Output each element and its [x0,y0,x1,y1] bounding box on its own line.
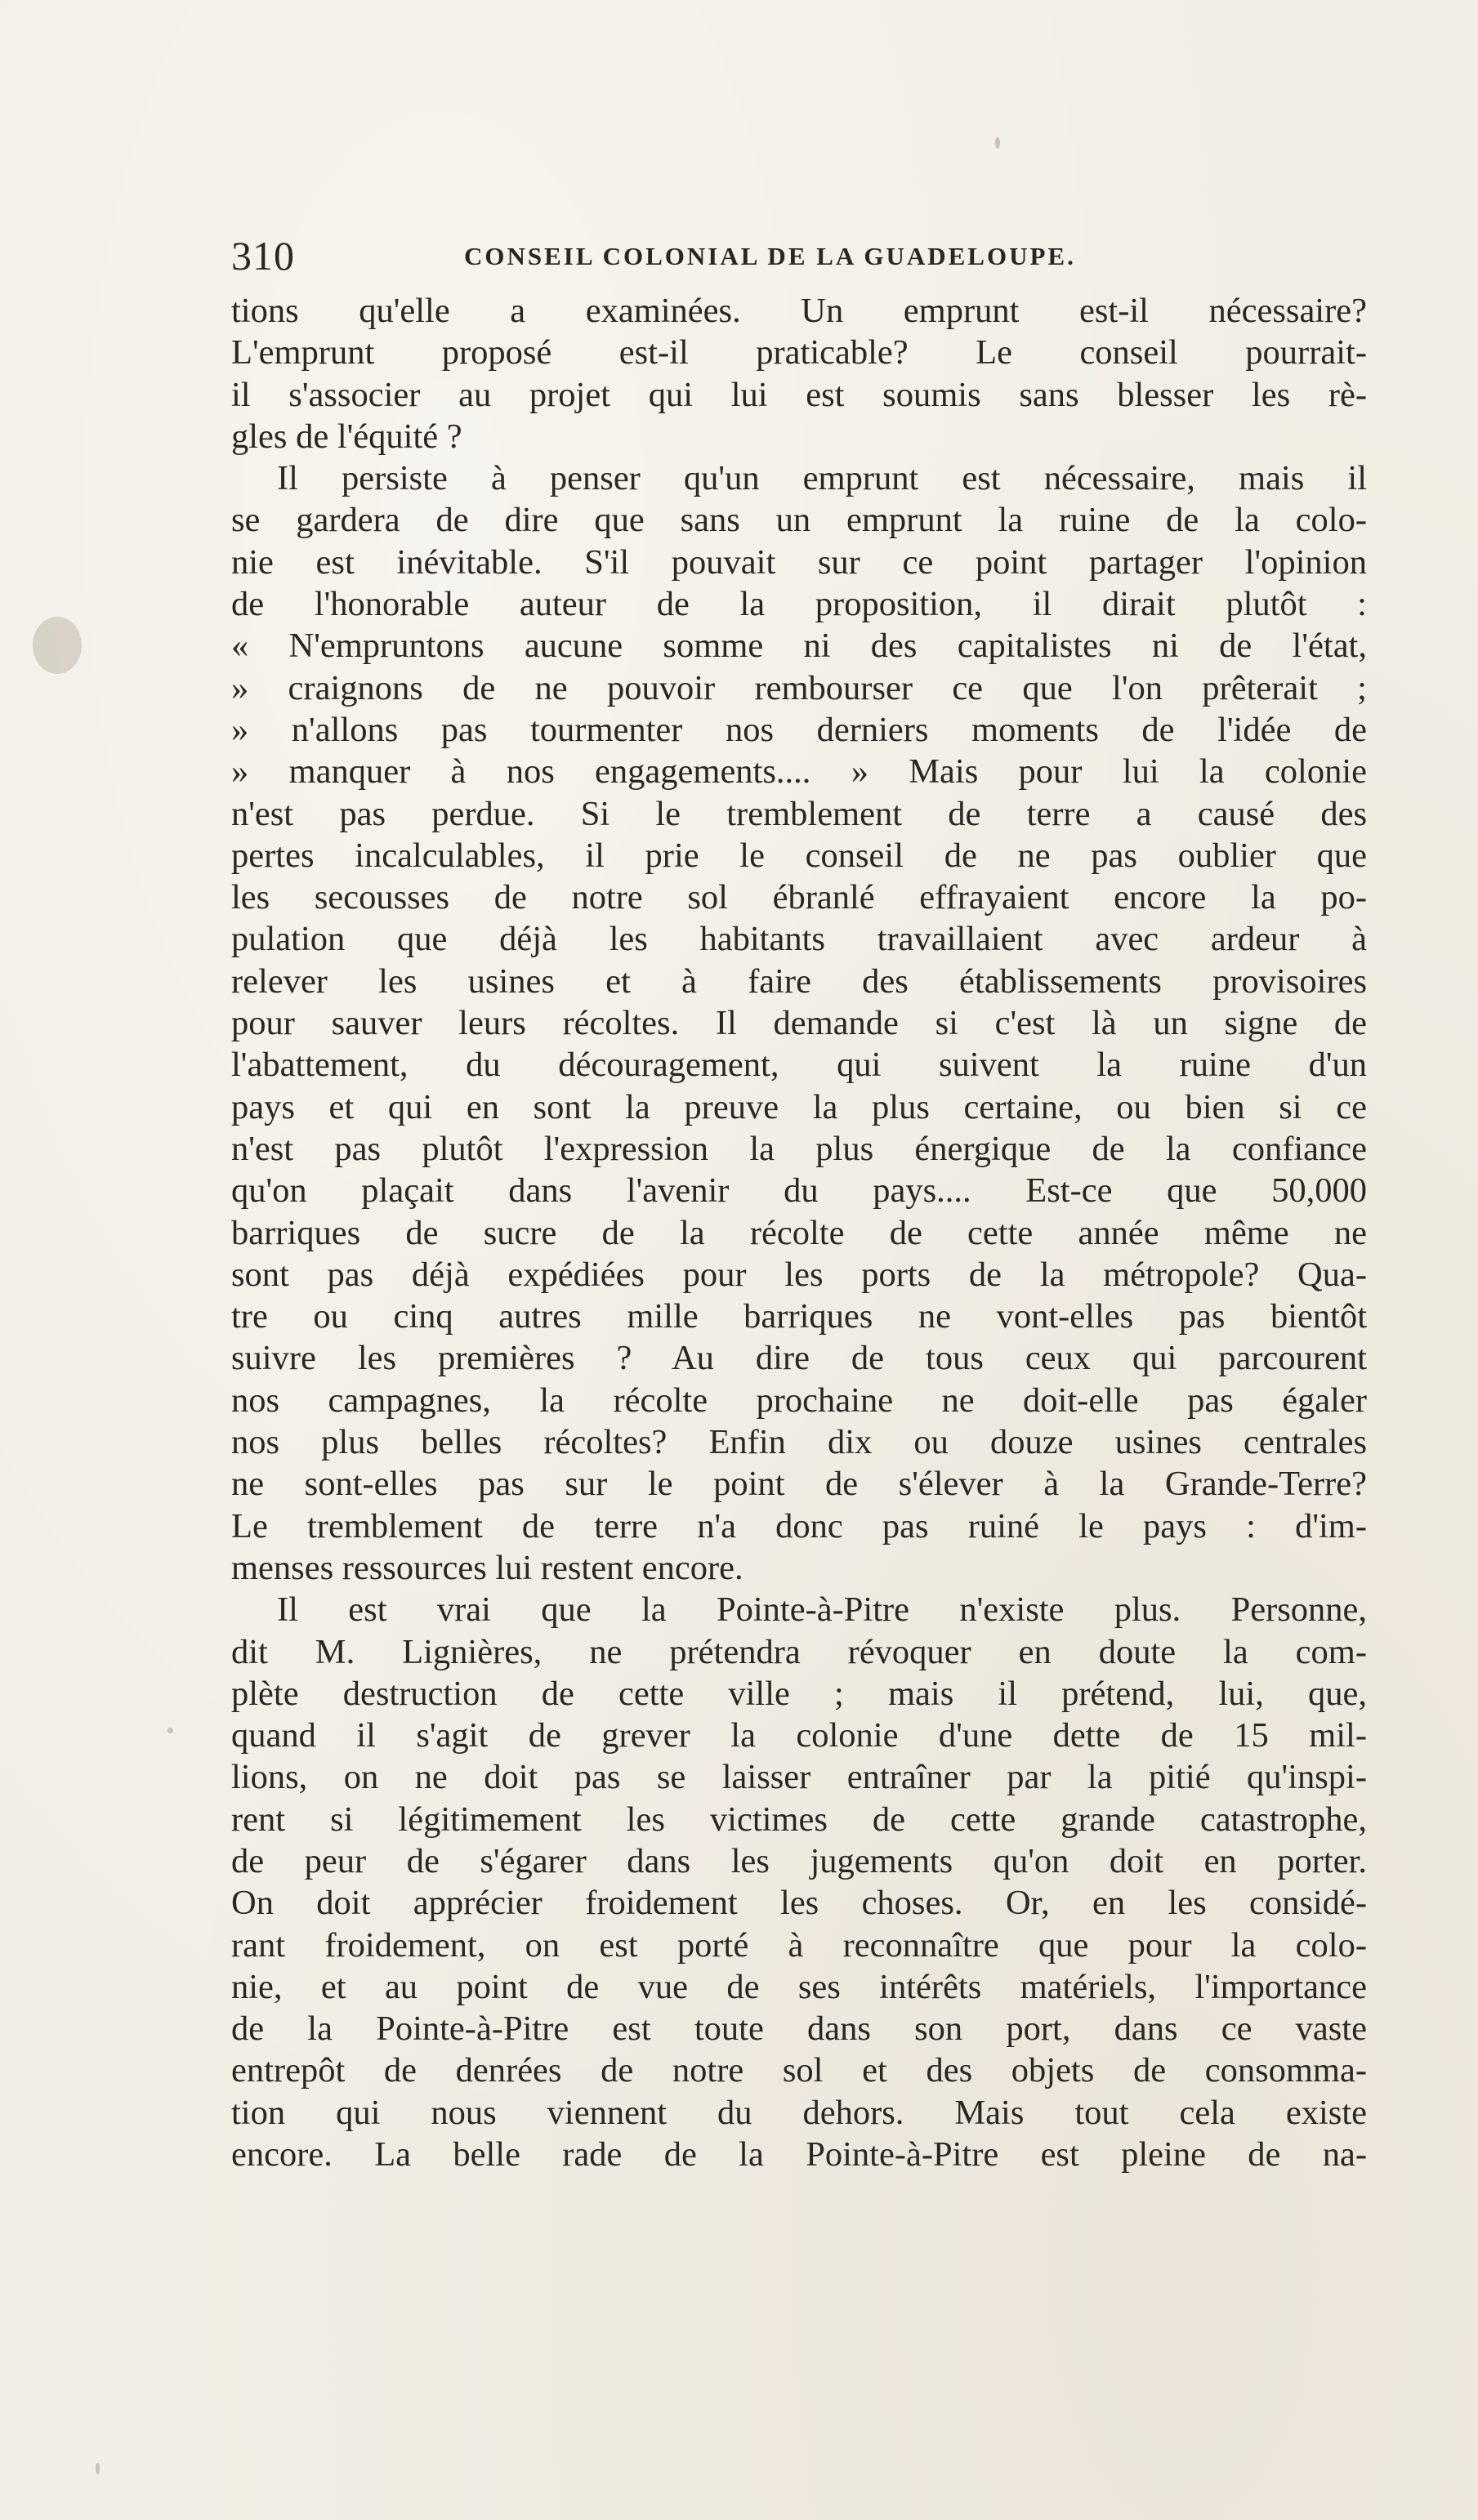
text-line: nie, et au point de vue de ses intérêts matériels, l'importance [231,1967,1367,2006]
text-line: dit M. Lignières, ne prétendra révoquer en doute la com- [231,1632,1367,1671]
text-line: entrepôt de denrées de notre sol et des objets de consomma- [231,2051,1367,2090]
paper-speck [96,2463,100,2474]
text-line: rant froidement, on est porté à reconnaître que pour la colo- [231,1925,1367,1965]
text-line: tre ou cinq autres mille barriques ne vont-elles pas bientôt [231,1297,1367,1336]
text-line: pulation que déjà les habitants travaillaient avec ardeur à [231,920,1367,959]
body-text [231,290,1367,2175]
text-line: suivre les premières ? Au dire de tous ceux qui parcourent [231,1339,1367,1378]
text-line: n'est pas plutôt l'expression la plus énergique de la confiance [231,1129,1367,1168]
text-line: de l'honorable auteur de la proposition, il dirait plutôt : [231,585,1367,624]
text-line: il s'associer au projet qui lui est soumis sans blesser les rè- [231,375,1367,414]
text-line: barriques de sucre de la récolte de cette année même ne [231,1213,1367,1252]
text-line: plète destruction de cette ville ; mais il prétend, lui, que, [231,1674,1367,1713]
text-line: n'est pas perdue. Si le tremblement de terre a causé des [231,794,1367,833]
text-line: sont pas déjà expédiées pour les ports de la métropole? Qua- [231,1255,1367,1294]
text-line: rent si légitimement les victimes de cette grande catastrophe, [231,1800,1367,1839]
text-line: pertes incalculables, il prie le conseil de ne pas oublier que [231,836,1367,875]
text-line: de peur de s'égarer dans les jugements qu'on doit en porter. [231,1841,1367,1880]
page-number: 310 [231,233,295,279]
text-line: les secousses de notre sol ébranlé effrayaient encore la po- [231,878,1367,917]
text-line: ne sont-elles pas sur le point de s'élever à la Grande-Terre? [231,1465,1367,1504]
text-line: lions, on ne doit pas se laisser entraîner par la pitié qu'inspi- [231,1758,1367,1797]
page-header [231,232,1375,281]
paper-stain [33,617,82,674]
text-line: On doit apprécier froidement les choses. Or, en les considé- [231,1884,1367,1923]
text-line: qu'on plaçait dans l'avenir du pays.... Est-ce que 50,000 [231,1171,1367,1211]
text-line: pour sauver leurs récoltes. Il demande si c'est là un signe de [231,1004,1367,1043]
text-line: L'emprunt proposé est-il praticable? Le conseil pourrait- [231,333,1367,372]
text-line: « N'empruntons aucune somme ni des capitalistes ni de l'état, [231,627,1367,666]
text-line: » n'allons pas tourmenter nos derniers moments de l'idée de [231,710,1367,749]
text-line: se gardera de dire que sans un emprunt la ruine de la colo- [231,501,1367,540]
text-line: l'abattement, du découragement, qui suivent la ruine d'un [231,1046,1367,1085]
text-line: encore. La belle rade de la Pointe-à-Pitre est pleine de na- [231,2135,1367,2174]
text-line: menses ressources lui restent encore. [231,1548,743,1587]
text-line: de la Pointe-à-Pitre est toute dans son port, dans ce vaste [231,2009,1367,2049]
text-line: pays et qui en sont la preuve la plus certaine, ou bien si ce [231,1087,1367,1126]
text-line: » manquer à nos engagements.... » Mais pour lui la colonie [231,752,1367,792]
text-line: quand il s'agit de grever la colonie d'une dette de 15 mil- [231,1716,1367,1755]
text-line: gles de l'équité ? [231,417,462,456]
text-line: tion qui nous viennent du dehors. Mais tout cela existe [231,2093,1367,2132]
text-line: Il est vrai que la Pointe-à-Pitre n'existe plus. Personne, [277,1590,1367,1630]
text-line: » craignons de ne pouvoir rembourser ce que l'on prêterait ; [231,668,1367,707]
text-line: relever les usines et à faire des établissements provisoires [231,961,1367,1001]
text-line: nos plus belles récoltes? Enfin dix ou douze usines centrales [231,1423,1367,1462]
text-line: tions qu'elle a examinées. Un emprunt est-il nécessaire? [231,292,1367,330]
text-line: nos campagnes, la récolte prochaine ne doit-elle pas égaler [231,1380,1367,1420]
text-line: nie est inévitable. S'il pouvait sur ce point partager l'opinion [231,542,1367,582]
text-line: Le tremblement de terre n'a donc pas ruiné le pays : d'im- [231,1506,1367,1545]
running-title: CONSEIL COLONIAL DE LA GUADELOUPE. [464,242,1076,270]
paper-speck [167,1728,173,1733]
text-line: Il persiste à penser qu'un emprunt est nécessaire, mais il [277,459,1367,498]
paper-speck [995,137,1000,149]
